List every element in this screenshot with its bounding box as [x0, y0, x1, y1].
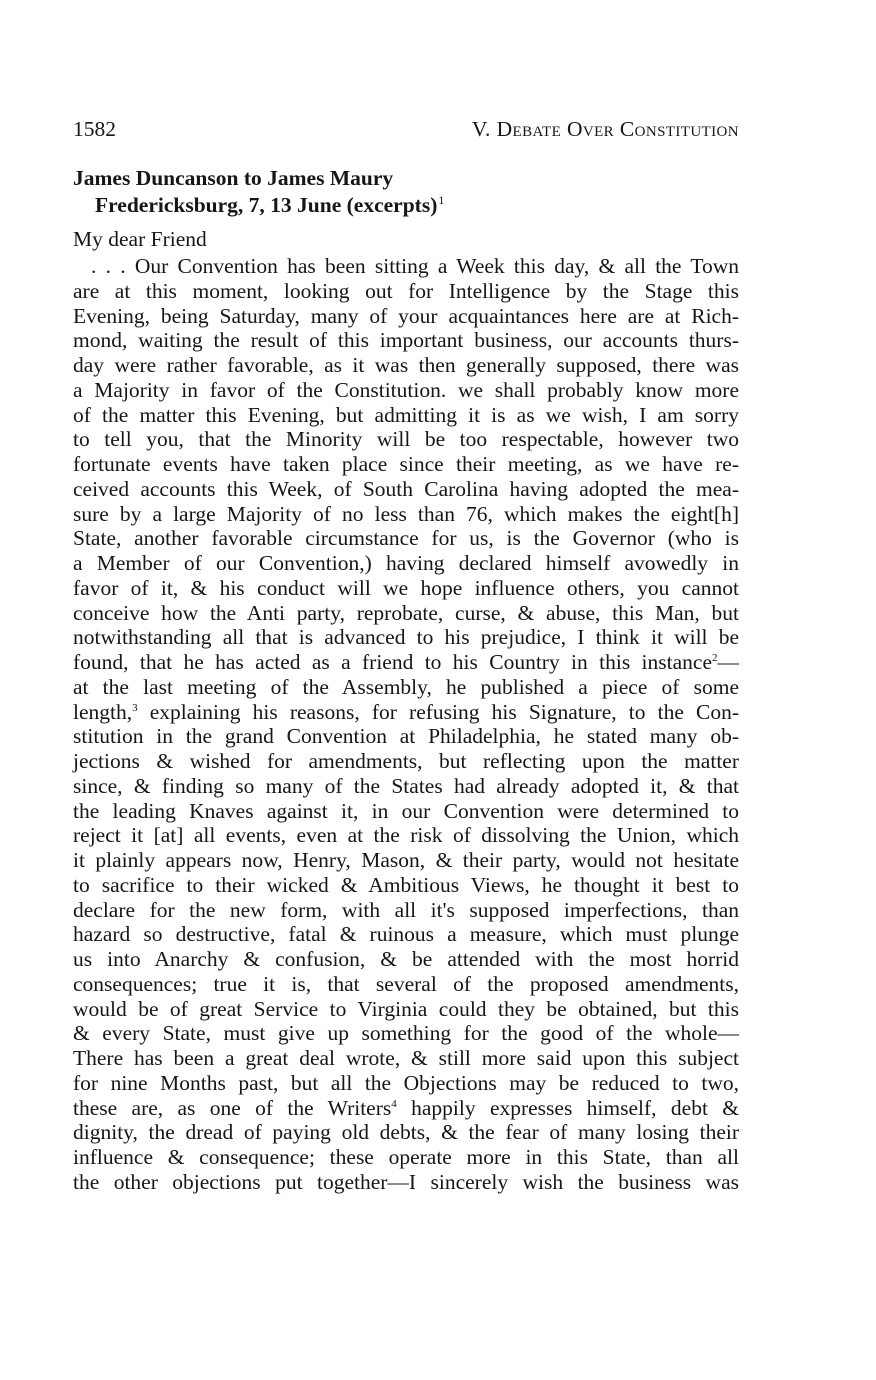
- body-line: [73, 1096, 739, 1121]
- footnote-ref: 1: [438, 193, 445, 207]
- body-line: of the matter this Evening, but admitting it is as we wish, I am sorry: [73, 402, 739, 427]
- body-line: [73, 650, 739, 675]
- body-line: Evening, being Saturday, many of your acquaintances here are at Rich-: [73, 303, 739, 328]
- running-head: [73, 117, 739, 147]
- body-line: jections & wished for amendments, but reflecting upon the matter: [73, 749, 739, 773]
- body-line: favor of it, & his conduct will we hope influence others, you cannot: [73, 575, 739, 600]
- footnote-ref: 2: [712, 652, 718, 664]
- line-text-rest: happily expresses himself, debt &: [396, 1095, 739, 1120]
- line-text-rest: explaining his reasons, for refusing his Signature, to the Con-: [137, 699, 739, 724]
- letter-body: [73, 254, 739, 1195]
- body-line: consequences; true it is, that several of the proposed amendments,: [73, 971, 739, 996]
- body-line: There has been a great deal wrote, & still more said upon this subject: [73, 1046, 739, 1070]
- body-line: for nine Months past, but all the Objections may be reduced to two,: [73, 1070, 739, 1095]
- body-line: the leading Knaves against it, in our Convention were determined to: [73, 798, 739, 823]
- body-line: a Member of our Convention,) having declared himself avowedly in: [73, 551, 739, 575]
- letter-place-date: [95, 193, 444, 218]
- body-line: & every State, must give up something for the good of the whole—: [73, 1021, 739, 1046]
- body-line: us into Anarchy & confusion, & be attended with the most horrid: [73, 947, 739, 971]
- letter-title: James Duncanson to James Maury: [73, 166, 394, 190]
- body-line: fortunate events have taken place since their meeting, as we have re-: [73, 452, 739, 476]
- body-line: conceive how the Anti party, reprobate, curse, & abuse, this Man, but: [73, 600, 739, 625]
- body-line: declare for the new form, with all it's supposed imperfections, than: [73, 897, 739, 922]
- body-line: hazard so destructive, fatal & ruinous a measure, which must plunge: [73, 922, 739, 947]
- body-line: [73, 700, 739, 725]
- line-text: length,: [73, 699, 133, 724]
- body-line: are at this moment, looking out for Intelligence by the Stage this: [73, 278, 739, 303]
- body-line: mond, waiting the result of this important business, our accounts thurs-: [73, 328, 739, 353]
- body-line: reject it [at] all events, even at the risk of dissolving the Union, which: [73, 823, 739, 848]
- page-number: 1582: [73, 117, 116, 141]
- body-line: notwithstanding all that is advanced to his prejudice, I think it will be: [73, 625, 739, 650]
- body-line: stitution in the grand Convention at Philadelphia, he stated many ob-: [73, 724, 739, 749]
- body-line: a Majority in favor of the Constitution. we shall probably know more: [73, 377, 739, 402]
- line-dash: —: [717, 650, 739, 674]
- body-line: it plainly appears now, Henry, Mason, & their party, would not hesitate: [73, 848, 739, 872]
- body-line: . . . Our Convention has been sitting a Week this day, & all the Town: [91, 254, 739, 278]
- section-title: V. Debate Over Constitution: [471, 117, 739, 141]
- body-line: to sacrifice to their wicked & Ambitious Views, he thought it best to: [73, 872, 739, 897]
- body-line: the other objections put together—I sincerely wish the business was: [73, 1169, 739, 1194]
- salutation: My dear Friend: [73, 227, 207, 251]
- place-date-text: Fredericksburg, 7, 13 June (excerpts): [95, 193, 438, 217]
- body-line: at the last meeting of the Assembly, he published a piece of some: [73, 674, 739, 699]
- body-line: day were rather favorable, as it was then generally supposed, there was: [73, 353, 739, 377]
- body-line: ceived accounts this Week, of South Carolina having adopted the mea-: [73, 476, 739, 501]
- body-line: sure by a large Majority of no less than 76, which makes the eight[h]: [73, 501, 739, 526]
- line-text: these are, as one of the Writers: [73, 1095, 392, 1120]
- body-line: to tell you, that the Minority will be too respectable, however two: [73, 427, 739, 452]
- line-text: found, that he has acted as a friend to his Country in this instance: [73, 650, 712, 674]
- body-line: dignity, the dread of paying old debts, & the fear of many losing their: [73, 1120, 739, 1145]
- body-line: State, another favorable circumstance for us, is the Governor (who is: [73, 526, 739, 551]
- body-line: influence & consequence; these operate more in this State, than all: [73, 1145, 739, 1169]
- body-line: would be of great Service to Virginia could they be obtained, but this: [73, 996, 739, 1021]
- footnote-ref: 3: [132, 701, 138, 714]
- footnote-ref: 4: [391, 1097, 397, 1110]
- body-line: since, & finding so many of the States had already adopted it, & that: [73, 773, 739, 798]
